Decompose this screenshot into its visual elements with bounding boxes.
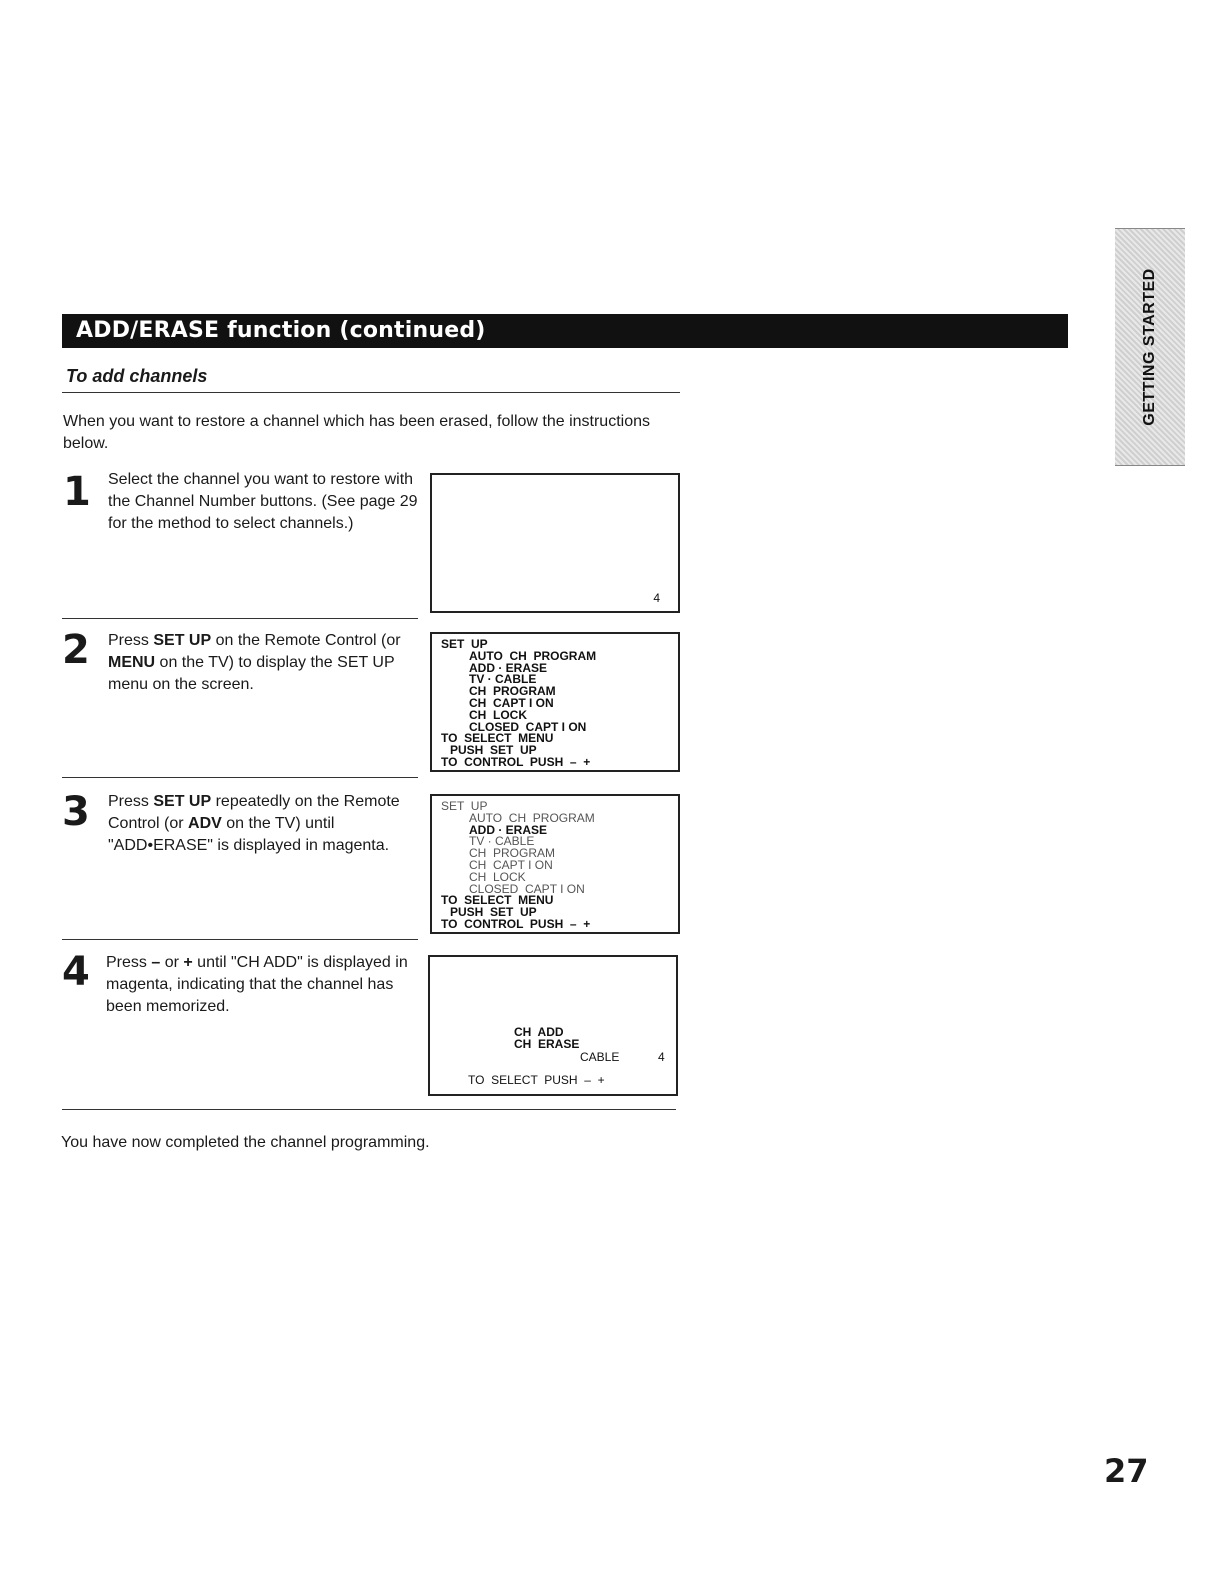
- step-4-text: [106, 952, 424, 1018]
- page-number: 27: [1104, 1452, 1149, 1490]
- osd-cable: CABLE: [580, 1050, 620, 1064]
- osd-line: CH LOCK: [469, 707, 527, 722]
- step-4-tv-screen: [428, 955, 678, 1096]
- step-4-divider: [62, 1109, 676, 1110]
- osd-ch-add: CH ADD: [514, 1025, 564, 1039]
- step-2-key-setup: SET UP: [153, 632, 212, 649]
- section-banner: [62, 314, 1068, 348]
- osd-line: PUSH SET UP: [450, 743, 537, 758]
- osd-to-select: TO SELECT PUSH – +: [468, 1073, 605, 1087]
- osd-line: CH PROGRAM: [469, 684, 556, 699]
- step-2-text-b: on the Remote Control (or: [211, 632, 401, 649]
- step-1-text: Select the channel you want to restore with the Channel Number buttons. (See page 29 for the method to select channels.): [108, 471, 418, 532]
- intro-paragraph: When you want to restore a channel which has been erased, follow the instructions below.: [63, 413, 650, 452]
- step-2-key-menu: MENU: [108, 654, 156, 671]
- osd-line: CLOSED CAPT I ON: [469, 719, 587, 734]
- osd-line: TO SELECT MENU: [441, 731, 554, 746]
- step-2-tv-screen: [430, 632, 680, 772]
- step-2-text-a: Press: [108, 632, 154, 649]
- osd-line: TO SELECT MENU: [441, 893, 554, 908]
- step-3-text-a: Press: [108, 793, 154, 810]
- osd-line: TV · CABLE: [469, 672, 537, 687]
- step-4-text-b: or: [160, 954, 184, 971]
- section-title: To add channels: [66, 366, 208, 386]
- step-3-number: 3: [62, 789, 90, 835]
- osd-line: CH LOCK: [469, 869, 526, 884]
- step-2-divider: [62, 777, 418, 778]
- step-4-text-c: until "CH ADD" is displayed in magenta, indicating that the channel has been memorized.: [106, 954, 408, 1015]
- osd-line: SET UP: [441, 637, 488, 651]
- step-2-text: [108, 630, 430, 696]
- osd-channel-number: 4: [658, 1050, 665, 1064]
- banner-title: ADD/ERASE function (continued): [76, 318, 486, 343]
- step-2-osd-menu: [441, 639, 596, 769]
- osd-line: TO CONTROL PUSH – +: [441, 916, 591, 931]
- osd-line: AUTO CH PROGRAM: [469, 648, 597, 663]
- side-tab-label: GETTING STARTED: [1141, 268, 1158, 426]
- osd-line: SET UP: [441, 799, 488, 813]
- step-4-number: 4: [62, 949, 90, 995]
- step-4-key-minus: –: [151, 954, 161, 971]
- step-1-channel-number: 4: [653, 591, 660, 606]
- step-3-text-c: on the TV) until "ADD•ERASE" is displayed in magenta.: [108, 815, 390, 854]
- osd-line-highlighted: ADD · ERASE: [469, 822, 548, 837]
- step-4-text-a: Press: [106, 954, 152, 971]
- step-1-tv-screen: [430, 473, 680, 613]
- step-3-text-b: repeatedly on the Remote Control (or: [108, 793, 400, 832]
- step-4-key-plus: +: [183, 954, 193, 971]
- osd-line: AUTO CH PROGRAM: [469, 810, 595, 825]
- osd-line: TV · CABLE: [469, 834, 535, 849]
- completion-text: You have now completed the channel programming.: [61, 1134, 430, 1151]
- step-3-text: [108, 791, 418, 857]
- osd-line: CLOSED CAPT I ON: [469, 881, 585, 896]
- step-2-text-c: on the TV) to display the SET UP menu on the screen.: [108, 654, 395, 693]
- step-3-divider: [62, 939, 418, 940]
- osd-line: CH CAPT I ON: [469, 695, 554, 710]
- osd-line: CH PROGRAM: [469, 846, 556, 861]
- step-3-tv-screen: [430, 794, 680, 934]
- osd-ch-erase: CH ERASE: [514, 1037, 580, 1051]
- osd-line: TO CONTROL PUSH – +: [441, 754, 591, 769]
- osd-line: ADD · ERASE: [469, 660, 548, 675]
- section-side-tab: [1115, 228, 1185, 466]
- step-1-number: 1: [63, 469, 91, 515]
- step-3-key-adv: ADV: [188, 815, 222, 832]
- step-3-osd-menu: [441, 801, 595, 931]
- osd-line: PUSH SET UP: [450, 905, 537, 920]
- step-1-divider: [62, 618, 418, 619]
- step-2-number: 2: [62, 627, 90, 673]
- step-3-key-setup: SET UP: [153, 793, 212, 810]
- section-title-rule: [62, 392, 680, 393]
- osd-line: CH CAPT I ON: [469, 857, 553, 872]
